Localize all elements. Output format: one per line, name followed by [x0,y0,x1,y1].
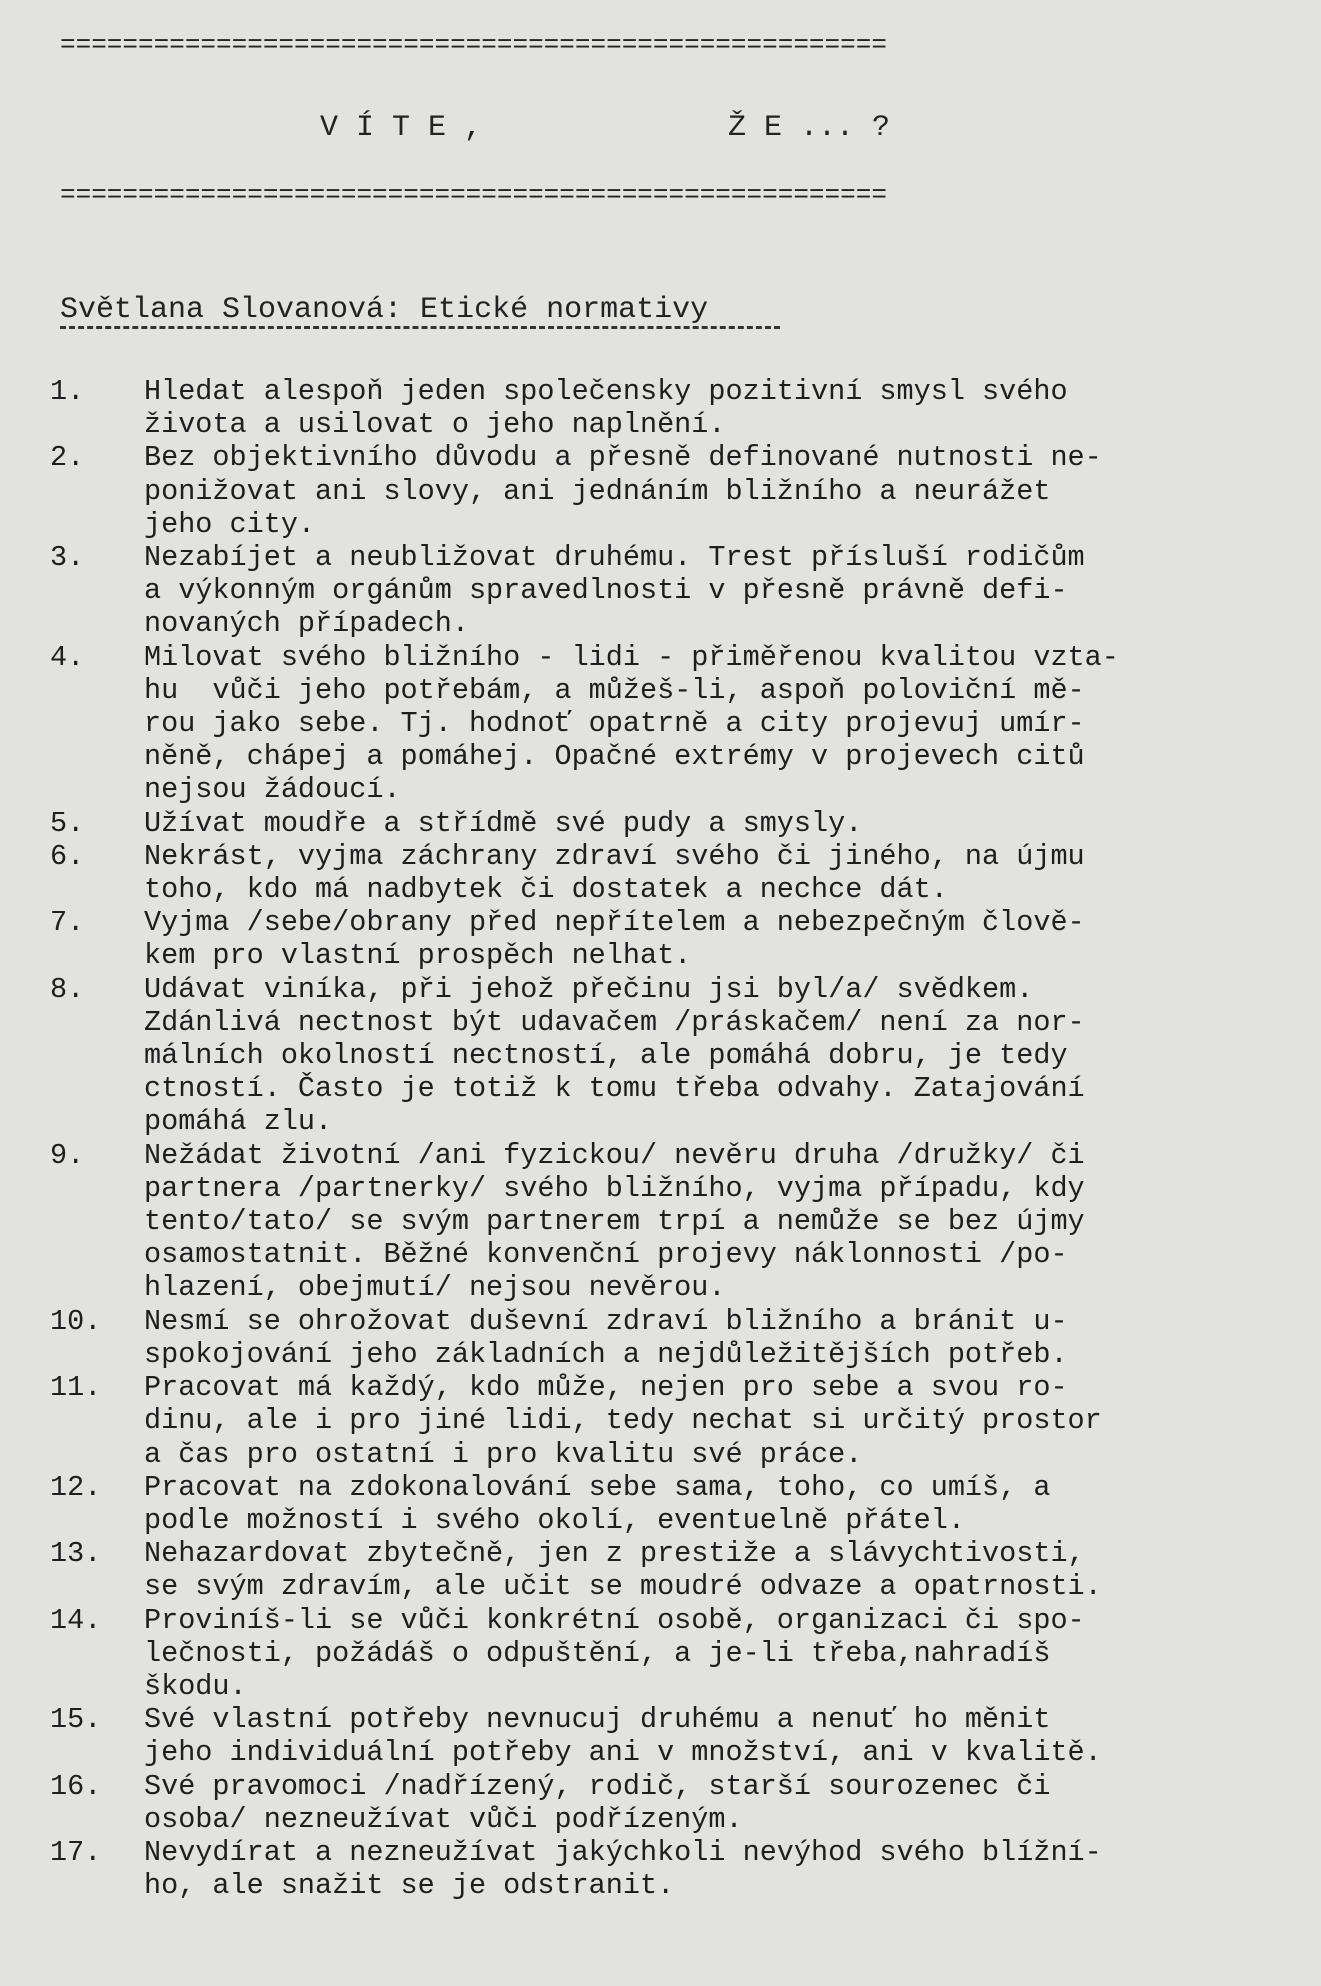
item-number: 5. [50,806,85,840]
item-text-line: ponižovat ani slovy, ani jednáním bližního a neurážet [144,474,1051,508]
list-item [50,973,1290,1139]
item-text-line: Vyjma /sebe/obrany před nepřítelem a nebezpečným člově- [144,906,1085,940]
item-text-line: ho, ale snažit se je odstranit. [144,1869,675,1903]
item-text-line: málních okolností nectností, ale pomáhá dobru, je tedy [144,1039,1068,1073]
item-text-line: Proviníš-li se vůči konkrétní osobě, organizaci či spo- [144,1603,1085,1637]
item-text [144,840,1290,906]
item-text [144,441,1290,541]
list-item [50,840,1290,906]
item-text-line: novaných případech. [144,607,469,641]
item-text-line: Nevydírat a nezneužívat jakýchkoli nevýhod svého blížní- [144,1835,1102,1869]
list-item [50,375,1290,441]
list-item [50,1836,1290,1902]
item-text [144,1703,1290,1769]
item-text [144,375,1290,441]
list-item [50,807,1290,840]
item-text [144,807,1290,840]
second-double-rule: ===================================================== [60,180,887,210]
item-number: 15. [50,1703,102,1737]
item-text [144,1371,1290,1471]
list-item [50,1703,1290,1769]
item-text [144,541,1290,641]
item-number: 2. [50,441,85,475]
list-item [50,441,1290,541]
item-number: 3. [50,541,85,575]
list-item [50,1371,1290,1471]
item-text-line: spokojování jeho základních a nejdůležitějších potřeb. [144,1337,1068,1371]
item-number: 14. [50,1603,102,1637]
item-text-line: života a usilovat o jeho naplnění. [144,408,726,442]
item-text-line: ctností. Často je totiž k tomu třeba odvahy. Zatajování [144,1072,1085,1106]
item-number: 1. [50,375,85,408]
item-text-line: Nezabíjet a neubližovat druhému. Trest přísluší rodičům [144,541,1085,575]
item-text-line: Hledat alespoň jeden společensky pozitivní smysl svého [144,375,1068,408]
item-text-line: jeho individuální potřeby ani v množství, ani v kvalitě. [144,1736,1102,1770]
item-text [144,1770,1290,1836]
item-text-line: se svým zdravím, ale učit se moudré odvaze a opatrnosti. [144,1570,1102,1604]
item-text-line: Udávat viníka, při jehož přečinu jsi byl/a/ svědkem. [144,972,1034,1006]
item-text-line: Pracovat na zdokonalování sebe sama, toho, co umíš, a [144,1470,1051,1504]
item-text-line: Bez objektivního důvodu a přesně definované nutnosti ne- [144,441,1102,475]
list-item [50,1537,1290,1603]
list-item [50,906,1290,972]
heading-left: V Í T E , [320,111,483,145]
item-text [144,906,1290,972]
item-text-line: a čas pro ostatní i pro kvalitu své práce. [144,1437,863,1471]
item-text-line: škodu. [144,1669,247,1703]
item-number: 12. [50,1470,102,1504]
item-text [144,1604,1290,1704]
item-text-line: Nehazardovat zbytečně, jen z prestiže a slávychtivosti, [144,1537,1085,1571]
item-text-line: Pracovat má každý, kdo může, nejen pro sebe a svou ro- [144,1371,1068,1405]
item-text-line: Své vlastní potřeby nevnucuj druhému a nenuť ho měnit [144,1703,1051,1737]
item-text-line: jeho city. [144,507,316,541]
item-text-line: Nekrást, vyjma záchrany zdraví svého či jiného, na újmu [144,839,1085,873]
item-text-line: Užívat moudře a střídmě své pudy a smysly. [144,806,863,840]
heading-right: Ž E ... ? [728,111,891,145]
item-number: 13. [50,1537,102,1571]
item-number: 9. [50,1138,85,1172]
item-text [144,641,1290,807]
item-text-line: osamostatnit. Běžné konvenční projevy náklonnosti /po- [144,1238,1068,1272]
list-item [50,1471,1290,1537]
item-text-line: Zdánlivá nectnost být udavačem /práskačem/ není za nor- [144,1005,1085,1039]
item-text-line: partnera /partnerky/ svého bližního, vyjma případu, kdy [144,1171,1085,1205]
item-text-line: dinu, ale i pro jiné lidi, tedy nechat si určitý prostor [144,1404,1102,1438]
item-text-line: něně, chápej a pomáhej. Opačné extrémy v projevech citů [144,740,1085,774]
item-number: 7. [50,906,85,940]
top-double-rule: ===================================================== [60,30,887,60]
list-item [50,1604,1290,1704]
item-text-line: tento/tato/ se svým partnerem trpí a nemůže se bez újmy [144,1205,1085,1239]
item-number: 11. [50,1371,102,1405]
item-text [144,1471,1290,1537]
author-title: Světlana Slovanová: Etické normativy [60,293,709,327]
item-text [144,1537,1290,1603]
normatives-list [50,375,1290,1902]
list-item [50,1305,1290,1371]
item-text-line: a výkonným orgánům spravedlnosti v přesně právně defi- [144,574,1068,608]
list-item [50,641,1290,807]
item-text [144,973,1290,1139]
item-text-line: Své pravomoci /nadřízený, rodič, starší sourozenec či [144,1769,1051,1803]
item-number: 6. [50,839,85,873]
item-text-line: Nežádat životní /ani fyzickou/ nevěru druha /družky/ či [144,1138,1085,1172]
item-text-line: toho, kdo má nadbytek či dostatek a nechce dát. [144,873,948,907]
item-text-line: hu vůči jeho potřebám, a můžeš-li, aspoň poloviční mě- [144,673,1085,707]
list-item [50,1139,1290,1305]
item-text-line: osoba/ nezneužívat vůči podřízeným. [144,1802,743,1836]
item-text-line: hlazení, obejmutí/ nejsou nevěrou. [144,1271,726,1305]
list-item [50,541,1290,641]
item-text-line: rou jako sebe. Tj. hodnoť opatrně a city projevuj umír- [144,707,1085,741]
list-item [50,1770,1290,1836]
item-number: 8. [50,972,85,1006]
title-underline [60,326,780,329]
item-text-line: lečnosti, požádáš o odpuštění, a je-li třeba,nahradíš [144,1636,1051,1670]
item-number: 4. [50,640,85,674]
item-text-line: kem pro vlastní prospěch nelhat. [144,939,692,973]
item-number: 10. [50,1304,102,1338]
item-text-line: podle možností i svého okolí, eventuelně přátel. [144,1503,965,1537]
item-number: 17. [50,1835,102,1869]
item-text [144,1836,1290,1902]
item-text-line: Milovat svého bližního - lidi - přiměřenou kvalitou vzta- [144,640,1119,674]
item-text-line: nejsou žádoucí. [144,773,401,807]
item-text-line: Nesmí se ohrožovat duševní zdraví bližního a bránit u- [144,1304,1068,1338]
item-text [144,1305,1290,1371]
item-text [144,1139,1290,1305]
item-number: 16. [50,1769,102,1803]
item-text-line: pomáhá zlu. [144,1105,333,1139]
